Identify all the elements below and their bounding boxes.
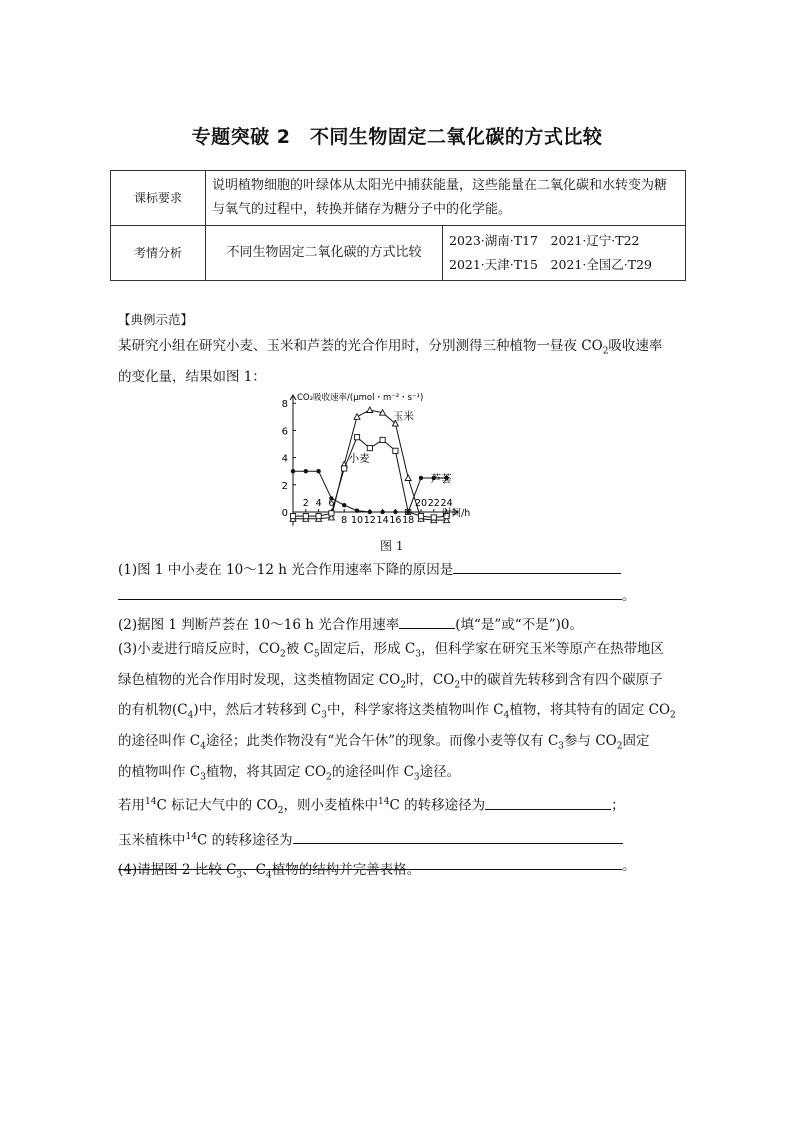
x-tick-label: 14 <box>376 515 389 526</box>
data-point <box>342 503 346 507</box>
data-point <box>406 510 410 514</box>
data-point <box>354 414 360 420</box>
x-tick-label: 16 <box>389 515 402 526</box>
y-tick-label: 6 <box>281 426 288 438</box>
data-point <box>418 513 423 518</box>
question-text: (1)图 1 中小麦在 10～12 h 光合作用速率下降的原因是 <box>118 562 454 578</box>
data-point <box>316 469 320 473</box>
table-cell-topic: 不同生物固定二氧化碳的方式比较 <box>206 226 443 281</box>
data-point <box>342 466 347 471</box>
data-point <box>355 508 359 512</box>
data-point <box>368 510 372 514</box>
data-point <box>290 513 295 518</box>
y-axis-label: CO₂吸收速率/(μmol・m⁻²・s⁻¹) <box>297 393 424 404</box>
answer-blank[interactable] <box>485 793 611 810</box>
x-axis-label: 时间/h <box>442 508 471 519</box>
subscript: 2 <box>602 346 609 357</box>
x-tick-label: 8 <box>341 515 348 526</box>
y-tick-label: 4 <box>281 453 288 465</box>
intro-paragraph <box>118 334 684 390</box>
data-point <box>354 435 359 440</box>
data-point <box>291 469 295 473</box>
x-tick-label: 20 <box>414 498 428 509</box>
reference-line: 2023·湖南·T17 2021·辽宁·T22 <box>449 233 640 248</box>
data-point <box>393 448 398 453</box>
y-tick-label: 0 <box>281 508 288 519</box>
x-tick-label: 10 <box>350 515 364 526</box>
question-text: (填“是”或“不是”)0。 <box>455 617 583 633</box>
question-1 <box>118 557 684 609</box>
punctuation: 。 <box>622 588 636 604</box>
data-point <box>304 469 308 473</box>
question-2 <box>118 612 684 638</box>
table-cell-standard-content: 说明植物细胞的叶绿体从太阳光中捕获能量，这些能量在二氧化碳和水转变为糖与氧气的过程中，转换并储存为糖分子中的化学能。 <box>206 171 686 226</box>
page-title: 专题突破 2 不同生物固定二氧化碳的方式比较 <box>191 126 603 148</box>
answer-blank[interactable] <box>399 612 455 629</box>
table-header-analysis: 考情分析 <box>111 226 206 281</box>
x-tick-label: 4 <box>315 498 322 509</box>
data-point <box>393 510 397 514</box>
data-point <box>303 513 308 518</box>
answer-blank[interactable] <box>453 557 621 574</box>
data-point <box>431 515 436 520</box>
figure-caption: 图 1 <box>380 539 404 553</box>
intro-text: 的变化量，结果如图 1： <box>118 368 266 385</box>
x-tick-label: 6 <box>328 498 335 509</box>
x-tick-label: 24 <box>440 498 453 509</box>
x-tick-label: 18 <box>402 515 415 526</box>
data-point <box>380 437 385 442</box>
series-label: 芦荟 <box>430 473 452 486</box>
intro-text: 某研究小组在研究小麦、玉米和芦荟的光合作用时，分别测得三种植物一昼夜 CO <box>118 338 603 354</box>
data-point <box>367 407 373 413</box>
intro-text: 吸收速率 <box>608 338 663 354</box>
data-point <box>316 513 321 518</box>
answer-blank[interactable] <box>118 583 622 600</box>
question-4: (4)请据图 2 比较 $C_3$、$C_4$植物的结构并完善表格。 <box>118 862 421 881</box>
data-point <box>380 510 384 514</box>
section-tag: 【典例示范】 <box>118 312 194 327</box>
y-tick-label: 8 <box>281 399 288 411</box>
table-cell-references <box>443 226 686 281</box>
y-tick-label: 2 <box>281 480 288 492</box>
data-point <box>367 445 372 450</box>
question-text: (2)据图 1 判断芦荟在 10～16 h 光合作用速率 <box>118 617 400 633</box>
series-label: 小麦 <box>348 452 370 465</box>
data-point <box>329 511 334 516</box>
series-label: 玉米 <box>392 410 414 423</box>
curriculum-table <box>110 170 686 281</box>
table-header-standard: 课标要求 <box>111 171 206 226</box>
chart-labels <box>282 392 471 526</box>
question-3: (3)小麦进行暗反应时，$CO_2$被 $C_5$固定后，形成 $C_3$，但科学家在研究玉米等原产在热带地区 绿色植物的光合作用时发现，这类植物固定 $CO_2$时，$CO_2$中的碳首先转移到含有四个碳原子 的有机物$(C_4)$中，然后才转移到 $C_3$中，科学家将这类植物叫作 $C_4$植物，将其特有的固定 $CO_2$ 的途径叫作 $C_4$途径；此类作物没有“光合午休”的现象。而像小麦等仅有 $C_3$参与 $CO_2$固定 的植物叫作 $C_3$植物，将其固定 $CO_2$的途径叫作 $C_3$途径。 若用$^{14}$C 标记大气中的 $CO_2$，则小麦植株中$^{14}$C 的转移途径为 ； 玉米植株中$^{14}$C 的转移途径为 。 <box>118 641 676 875</box>
answer-blank[interactable] <box>293 827 623 844</box>
data-point <box>419 476 423 480</box>
reference-line: 2021·天津·T15 2021·全国乙·T29 <box>449 257 653 272</box>
x-tick-label: 22 <box>427 498 440 509</box>
figure-1-chart <box>270 388 530 538</box>
x-tick-label: 12 <box>363 515 376 526</box>
x-tick-label: 2 <box>302 498 309 509</box>
data-point <box>405 475 411 481</box>
